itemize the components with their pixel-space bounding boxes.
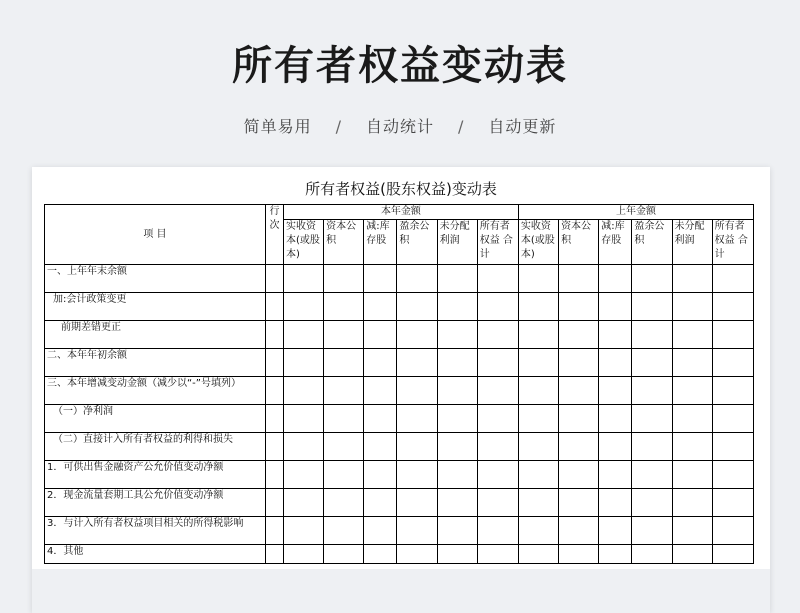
table-cell[interactable] — [672, 433, 712, 461]
header-current-col-5: 所有者权益 合计 — [477, 220, 518, 265]
table-cell[interactable] — [632, 377, 672, 405]
table-cell[interactable] — [324, 321, 364, 349]
table-cell[interactable] — [265, 405, 283, 433]
table-cell[interactable] — [324, 265, 364, 293]
table-cell[interactable] — [364, 293, 397, 321]
table-cell[interactable] — [477, 377, 518, 405]
sheet-title: 所有者权益(股东权益)变动表 — [305, 180, 497, 198]
table-cell[interactable] — [283, 349, 323, 377]
table-cell[interactable] — [437, 517, 477, 545]
table-cell[interactable] — [599, 377, 632, 405]
table-cell[interactable] — [672, 545, 712, 564]
table-cell[interactable] — [518, 321, 558, 349]
table-cell[interactable] — [632, 433, 672, 461]
table-cell[interactable] — [632, 461, 672, 489]
banner-title: 所有者权益变动表 — [232, 43, 568, 89]
row-label: 一、上年年末余额 — [45, 265, 266, 293]
table-cell[interactable] — [518, 349, 558, 377]
table-cell[interactable] — [559, 517, 599, 545]
table-cell[interactable] — [265, 349, 283, 377]
table-cell[interactable] — [518, 405, 558, 433]
header-current-col-1: 资本公积 — [324, 220, 364, 265]
table-cell[interactable] — [712, 377, 753, 405]
table-cell[interactable] — [518, 489, 558, 517]
row-label: 4．其他 — [45, 545, 266, 564]
row-label: 前期差错更正 — [45, 321, 266, 349]
table-cell[interactable] — [265, 321, 283, 349]
row-label: 二、本年年初余额 — [45, 349, 266, 377]
header-row-no: 行次 — [265, 205, 283, 265]
table-cell[interactable] — [599, 461, 632, 489]
table-cell[interactable] — [518, 517, 558, 545]
table-cell[interactable] — [437, 405, 477, 433]
header-prior-col-0: 实收资本(或股本) — [518, 220, 558, 265]
table-cell[interactable] — [518, 433, 558, 461]
table-cell[interactable] — [672, 405, 712, 433]
table-cell[interactable] — [559, 405, 599, 433]
table-cell[interactable] — [364, 405, 397, 433]
header-prior-col-1: 资本公积 — [559, 220, 599, 265]
table-cell[interactable] — [397, 461, 437, 489]
table-cell[interactable] — [397, 489, 437, 517]
table-cell[interactable] — [712, 265, 753, 293]
table-cell[interactable] — [283, 433, 323, 461]
table-cell[interactable] — [265, 545, 283, 564]
table-cell[interactable] — [559, 461, 599, 489]
table-cell[interactable] — [477, 405, 518, 433]
header-prior-year: 上年金额 — [518, 205, 753, 220]
table-cell[interactable] — [559, 377, 599, 405]
table-cell[interactable] — [672, 377, 712, 405]
table-row — [45, 405, 754, 433]
table-cell[interactable] — [283, 545, 323, 564]
table-cell[interactable] — [477, 321, 518, 349]
table-cell[interactable] — [712, 517, 753, 545]
table-row — [45, 377, 754, 405]
table-cell[interactable] — [599, 265, 632, 293]
header-current-col-3: 盈余公积 — [397, 220, 437, 265]
tag-auto-update: 自动更新 — [488, 117, 557, 136]
table-cell[interactable] — [283, 321, 323, 349]
equity-change-table — [44, 204, 754, 564]
table-cell[interactable] — [599, 405, 632, 433]
table-row — [45, 461, 754, 489]
row-label: 2．现金流量套期工具公允价值变动净额 — [45, 489, 266, 517]
table-cell[interactable] — [265, 293, 283, 321]
table-cell[interactable] — [599, 489, 632, 517]
row-label: （一）净利润 — [45, 405, 266, 433]
tag-separator: / — [458, 117, 465, 136]
table-cell[interactable] — [518, 293, 558, 321]
table-cell[interactable] — [712, 489, 753, 517]
table-cell[interactable] — [477, 461, 518, 489]
table-cell[interactable] — [712, 405, 753, 433]
tag-easy: 简单易用 — [243, 117, 312, 136]
table-cell[interactable] — [632, 489, 672, 517]
table-cell[interactable] — [559, 433, 599, 461]
row-label: （二）直接计入所有者权益的利得和损失 — [45, 433, 266, 461]
table-cell[interactable] — [477, 349, 518, 377]
row-label: 3．与计入所有者权益项目相关的所得税影响 — [45, 517, 266, 545]
table-row — [45, 517, 754, 545]
table-cell[interactable] — [712, 433, 753, 461]
table-cell[interactable] — [518, 545, 558, 564]
table-cell[interactable] — [477, 293, 518, 321]
table-row — [45, 489, 754, 517]
table-cell[interactable] — [437, 489, 477, 517]
table-cell[interactable] — [324, 517, 364, 545]
table-cell[interactable] — [437, 433, 477, 461]
table-cell[interactable] — [397, 349, 437, 377]
table-cell[interactable] — [364, 321, 397, 349]
table-cell[interactable] — [477, 489, 518, 517]
table-cell[interactable] — [265, 461, 283, 489]
row-label: 1．可供出售金融资产公允价值变动净额 — [45, 461, 266, 489]
table-cell[interactable] — [437, 377, 477, 405]
table-cell[interactable] — [364, 545, 397, 564]
row-label: 加:会计政策变更 — [45, 293, 266, 321]
header-prior-col-4: 未分配利润 — [672, 220, 712, 265]
table-cell[interactable] — [632, 517, 672, 545]
header-current-year: 本年金额 — [283, 205, 518, 220]
table-cell[interactable] — [632, 293, 672, 321]
table-cell[interactable] — [397, 545, 437, 564]
table-cell[interactable] — [477, 265, 518, 293]
table-cell[interactable] — [518, 377, 558, 405]
header-prior-col-3: 盈余公积 — [632, 220, 672, 265]
table-cell[interactable] — [397, 265, 437, 293]
table-cell[interactable] — [559, 349, 599, 377]
header-item: 项 目 — [45, 205, 266, 265]
table-cell[interactable] — [364, 349, 397, 377]
table-cell[interactable] — [324, 377, 364, 405]
table-cell[interactable] — [397, 293, 437, 321]
table-cell[interactable] — [559, 293, 599, 321]
table-cell[interactable] — [437, 461, 477, 489]
table-cell[interactable] — [265, 489, 283, 517]
table-cell[interactable] — [632, 545, 672, 564]
spreadsheet-preview — [32, 167, 770, 613]
row-label: 三、本年增减变动金额（减少以“-”号填列） — [45, 377, 266, 405]
table-cell[interactable] — [672, 489, 712, 517]
table-cell[interactable] — [672, 321, 712, 349]
table-row — [45, 321, 754, 349]
table-cell[interactable] — [672, 461, 712, 489]
table-cell[interactable] — [364, 377, 397, 405]
header-current-col-0: 实收资本(或股本) — [283, 220, 323, 265]
table-cell[interactable] — [283, 377, 323, 405]
header-current-col-4: 未分配利润 — [437, 220, 477, 265]
table-cell[interactable] — [672, 349, 712, 377]
table-cell[interactable] — [672, 265, 712, 293]
table-cell[interactable] — [599, 293, 632, 321]
banner-tagline — [0, 114, 800, 137]
table-cell[interactable] — [324, 545, 364, 564]
table-cell[interactable] — [324, 461, 364, 489]
table-cell[interactable] — [364, 489, 397, 517]
table-cell[interactable] — [599, 517, 632, 545]
table-cell[interactable] — [477, 517, 518, 545]
table-cell[interactable] — [559, 321, 599, 349]
table-cell[interactable] — [283, 265, 323, 293]
table-row — [45, 545, 754, 564]
table-cell[interactable] — [265, 377, 283, 405]
table-cell[interactable] — [437, 321, 477, 349]
table-cell[interactable] — [437, 265, 477, 293]
table-cell[interactable] — [437, 545, 477, 564]
table-cell[interactable] — [265, 433, 283, 461]
table-cell[interactable] — [559, 265, 599, 293]
table-cell[interactable] — [437, 293, 477, 321]
table-cell[interactable] — [599, 433, 632, 461]
table-cell[interactable] — [672, 517, 712, 545]
table-cell[interactable] — [397, 377, 437, 405]
table-cell[interactable] — [599, 349, 632, 377]
header-current-col-2: 减:库存股 — [364, 220, 397, 265]
table-cell[interactable] — [397, 405, 437, 433]
table-row — [45, 265, 754, 293]
sheet-bottom-fade — [32, 569, 770, 613]
table-cell[interactable] — [632, 349, 672, 377]
table-cell[interactable] — [283, 461, 323, 489]
table-cell[interactable] — [364, 265, 397, 293]
table-cell[interactable] — [283, 293, 323, 321]
table-cell[interactable] — [477, 433, 518, 461]
table-row — [45, 293, 754, 321]
table-cell[interactable] — [324, 293, 364, 321]
header-prior-col-2: 减:库存股 — [599, 220, 632, 265]
table-cell[interactable] — [599, 321, 632, 349]
table-row — [45, 433, 754, 461]
table-cell[interactable] — [712, 321, 753, 349]
table-cell[interactable] — [283, 517, 323, 545]
table-cell[interactable] — [712, 461, 753, 489]
table-cell[interactable] — [712, 349, 753, 377]
table-cell[interactable] — [632, 265, 672, 293]
table-cell[interactable] — [518, 265, 558, 293]
table-cell[interactable] — [265, 517, 283, 545]
table-cell[interactable] — [599, 545, 632, 564]
table-cell[interactable] — [283, 405, 323, 433]
table-cell[interactable] — [364, 433, 397, 461]
table-cell[interactable] — [559, 489, 599, 517]
table-cell[interactable] — [324, 489, 364, 517]
tag-separator: / — [335, 117, 342, 136]
table-cell[interactable] — [324, 405, 364, 433]
table-cell[interactable] — [712, 293, 753, 321]
table-cell[interactable] — [559, 545, 599, 564]
table-cell[interactable] — [265, 265, 283, 293]
table-cell[interactable] — [364, 517, 397, 545]
table-cell[interactable] — [364, 461, 397, 489]
table-cell[interactable] — [324, 349, 364, 377]
tag-auto-stat: 自动统计 — [365, 117, 434, 136]
table-cell[interactable] — [632, 321, 672, 349]
table-cell[interactable] — [437, 349, 477, 377]
table-cell[interactable] — [397, 321, 437, 349]
table-cell[interactable] — [712, 545, 753, 564]
table-cell[interactable] — [672, 293, 712, 321]
table-cell[interactable] — [283, 489, 323, 517]
table-row — [45, 349, 754, 377]
table-cell[interactable] — [518, 461, 558, 489]
table-cell[interactable] — [397, 517, 437, 545]
header-prior-col-5: 所有者权益 合计 — [712, 220, 753, 265]
table-cell[interactable] — [397, 433, 437, 461]
table-cell[interactable] — [324, 433, 364, 461]
table-cell[interactable] — [632, 405, 672, 433]
table-cell[interactable] — [477, 545, 518, 564]
